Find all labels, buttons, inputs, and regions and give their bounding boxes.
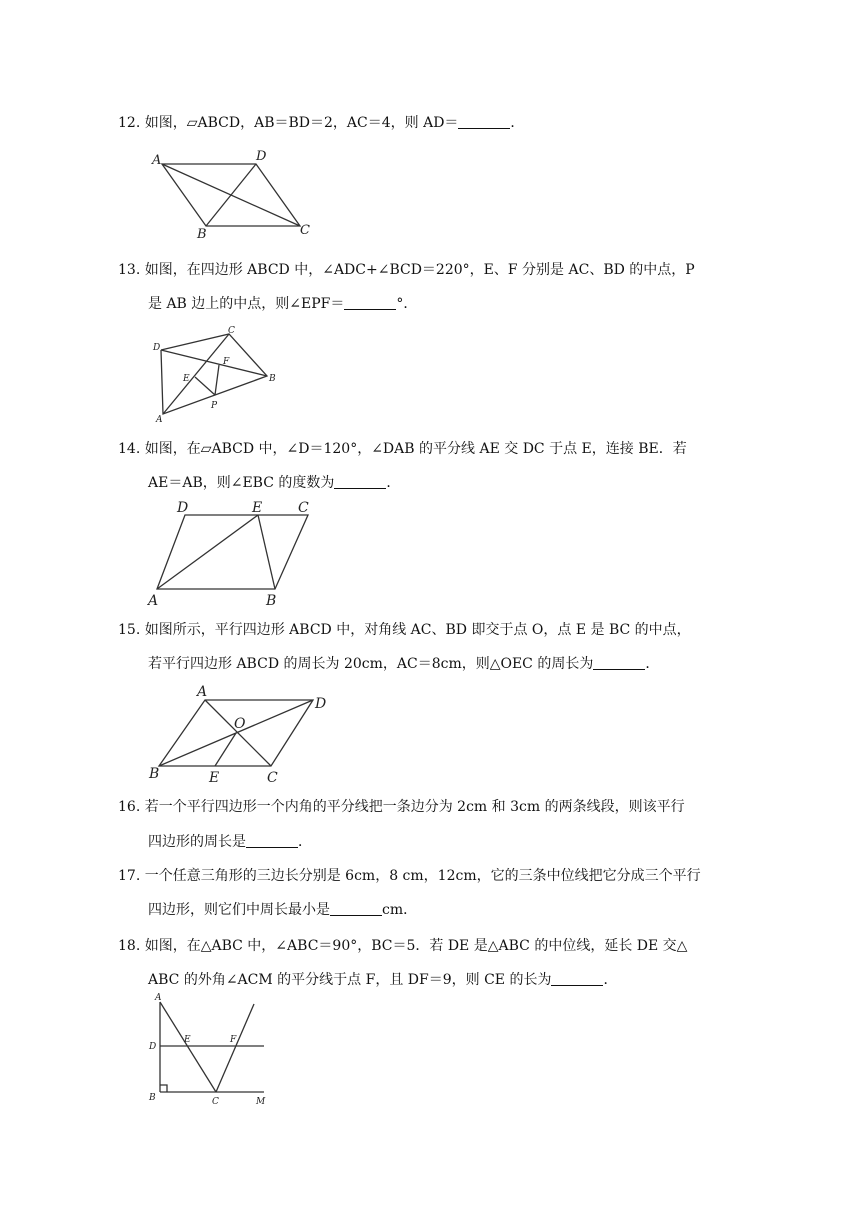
label-C: C	[267, 770, 278, 786]
label-A: A	[197, 684, 208, 700]
problem-number: 16.	[118, 799, 141, 815]
problem-text: ．	[510, 115, 525, 131]
problem-text: 是 AB 边上的中点，则∠EPF＝	[148, 296, 345, 312]
problem-15-line-1	[118, 620, 691, 640]
problem-14-line-1	[118, 439, 687, 459]
label-D: D	[256, 149, 267, 164]
label-D: D	[315, 696, 327, 712]
label-A: A	[148, 593, 159, 609]
label-P: P	[211, 401, 218, 411]
problem-text: 如图，▱ABCD，AB＝BD＝2，AC＝4，则 AD＝	[144, 115, 459, 131]
problem-text: 若平行四边形 ABCD 的周长为 20cm，AC＝8cm，则△OEC 的周长为	[148, 656, 594, 672]
label-D: D	[177, 500, 189, 516]
figure-12	[148, 146, 323, 241]
figure-18	[144, 992, 274, 1110]
label-A: A	[152, 153, 162, 168]
problem-15-line-2	[148, 654, 659, 674]
problem-13-line-1	[118, 260, 695, 280]
label-B: B	[149, 766, 160, 782]
problem-text: 一个任意三角形的三边长分别是 6cm，8 cm，12cm，它的三条中位线把它分成三个平行	[144, 868, 701, 884]
problem-text: °．	[396, 296, 418, 312]
problem-number: 12.	[118, 115, 141, 131]
problem-number: 18.	[118, 938, 141, 954]
problem-text: 四边形的周长是	[148, 834, 246, 850]
label-E: E	[252, 500, 263, 516]
label-F: F	[230, 1035, 237, 1045]
problem-18-line-1	[118, 936, 687, 956]
label-C: C	[298, 500, 309, 516]
problem-13-line-2	[148, 294, 417, 314]
answer-blank[interactable]	[246, 833, 298, 848]
label-A: A	[156, 415, 163, 424]
label-B: B	[197, 227, 207, 241]
answer-blank[interactable]	[344, 295, 396, 310]
problem-number: 13.	[118, 262, 141, 278]
label-M: M	[256, 1097, 266, 1107]
problem-text: 如图，在▱ABCD 中，∠D＝120°，∠DAB 的平分线 AE 交 DC 于点 E，连接 BE．若	[144, 441, 687, 457]
label-C: C	[300, 223, 310, 238]
problem-text: 如图，在四边形 ABCD 中，∠ADC+∠BCD＝220°，E、F 分别是 AC、BD 的中点，P	[144, 262, 695, 278]
label-B: B	[149, 1093, 156, 1103]
label-E: E	[183, 374, 190, 384]
problem-text: ABC 的外角∠ACM 的平分线于点 F，且 DF＝9，则 CE 的长为	[148, 972, 552, 988]
label-D: D	[149, 1042, 157, 1052]
answer-blank[interactable]	[334, 474, 386, 489]
label-F: F	[223, 357, 230, 367]
answer-blank[interactable]	[458, 114, 510, 129]
label-A: A	[155, 993, 162, 1003]
label-O: O	[234, 716, 246, 732]
problem-16-line-2	[148, 832, 312, 852]
figure-15	[145, 682, 340, 786]
problem-text: AE＝AB，则∠EBC 的度数为	[148, 475, 335, 491]
problem-text: 四边形，则它们中周长最小是	[148, 902, 330, 918]
problem-text: ．	[386, 475, 401, 491]
label-C: C	[228, 326, 235, 336]
label-E: E	[184, 1035, 191, 1045]
problem-number: 15.	[118, 622, 141, 638]
answer-blank[interactable]	[330, 901, 382, 916]
problem-text: 如图，在△ABC 中，∠ABC＝90°，BC＝5．若 DE 是△ABC 的中位线，延长 DE 交△	[144, 938, 688, 954]
figure-13	[145, 322, 285, 424]
label-C: C	[212, 1097, 219, 1107]
problem-18-line-2	[148, 970, 617, 990]
problem-text: ．	[298, 834, 312, 850]
label-B: B	[269, 374, 276, 384]
answer-blank[interactable]	[593, 655, 645, 670]
problem-number: 17.	[118, 868, 141, 884]
problem-16-line-1	[118, 797, 685, 817]
problem-14-line-2	[148, 473, 400, 493]
problem-number: 14.	[118, 441, 141, 457]
figure-14	[140, 497, 330, 609]
problem-17-line-2	[148, 900, 417, 920]
answer-blank[interactable]	[551, 971, 603, 986]
problem-12-line-1	[118, 113, 524, 133]
problem-text: cm．	[382, 902, 418, 918]
label-E: E	[209, 770, 220, 786]
problem-text: ．	[603, 972, 618, 988]
problem-text: 如图所示，平行四边形 ABCD 中，对角线 AC、BD 即交于点 O，点 E 是 BC 的中点，	[144, 622, 691, 638]
problem-text: ．	[645, 656, 660, 672]
label-D: D	[153, 343, 161, 353]
label-B: B	[266, 593, 277, 609]
problem-text: 若一个平行四边形一个内角的平分线把一条边分为 2cm 和 3cm 的两条线段，则该平行	[144, 799, 685, 815]
problem-17-line-1	[118, 866, 701, 886]
